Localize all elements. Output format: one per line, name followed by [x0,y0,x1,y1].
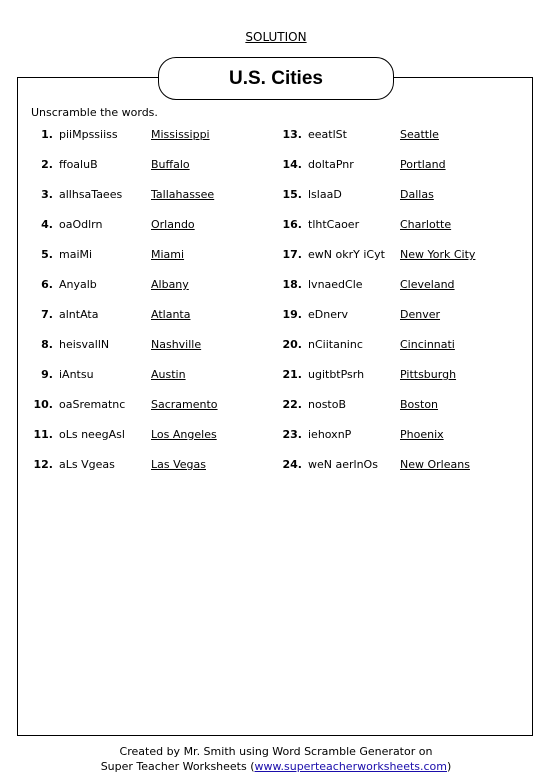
item-number: 20. [282,338,302,351]
answer-word: Portland [400,158,446,171]
item-number: 10. [33,398,53,411]
item-number: 23. [282,428,302,441]
answer-word: Cleveland [400,278,455,291]
footer-source-prefix: Super Teacher Worksheets ( [100,760,255,773]
scrambled-word: oaSrematnc [59,398,126,411]
worksheet-title [158,57,394,100]
scrambled-word: iehoxnP [308,428,352,441]
answer-word: Albany [151,278,189,291]
scrambled-word: Anyalb [59,278,97,291]
item-number: 11. [33,428,53,441]
item-number: 17. [282,248,302,261]
item-number: 24. [282,458,302,471]
item-number: 3. [41,188,53,201]
solution-label: SOLUTION [245,30,307,44]
answer-word: Phoenix [400,428,444,441]
scrambled-word: piiMpssiiss [59,128,118,141]
scrambled-word: eeatlSt [308,128,347,141]
item-number: 8. [41,338,53,351]
item-number: 12. [33,458,53,471]
answer-word: Tallahassee [151,188,215,201]
answer-word: Los Angeles [151,428,217,441]
answer-word: Atlanta [151,308,191,321]
item-number: 21. [282,368,302,381]
answer-word: Austin [151,368,186,381]
answer-word: Nashville [151,338,202,351]
scrambled-word: doltaPnr [308,158,354,171]
scrambled-word: lslaaD [308,188,342,201]
item-number: 2. [41,158,53,171]
answer-word: Orlando [151,218,195,231]
scrambled-word: ffoaluB [59,158,98,171]
answer-word: New York City [400,248,476,261]
item-number: 15. [282,188,302,201]
item-number: 9. [41,368,53,381]
item-number: 1. [41,128,53,141]
scrambled-word: lvnaedCle [308,278,363,291]
footer-source [0,759,552,774]
scrambled-word: heisvallN [59,338,110,351]
scrambled-word: iAntsu [59,368,94,381]
item-number: 14. [282,158,302,171]
scrambled-word: oLs neegAsl [59,428,125,441]
scrambled-word: ewN okrY iCyt [308,248,385,261]
answer-word: Charlotte [400,218,452,231]
item-number: 4. [41,218,53,231]
item-number: 7. [41,308,53,321]
footer-credit: Created by Mr. Smith using Word Scramble Generator on [119,745,433,758]
scrambled-word: aLs Vgeas [59,458,115,471]
answer-word: Sacramento [151,398,218,411]
scrambled-word: alntAta [59,308,99,321]
instructions: Unscramble the words. [31,106,158,119]
answer-word: Cincinnati [400,338,455,351]
scrambled-word: nostoB [308,398,347,411]
answer-word: Dallas [400,188,434,201]
scrambled-word: eDnerv [308,308,349,321]
item-number: 22. [282,398,302,411]
item-number: 16. [282,218,302,231]
item-number: 13. [282,128,302,141]
item-number: 19. [282,308,302,321]
answer-word: Las Vegas [151,458,206,471]
scrambled-word: ugitbtPsrh [308,368,365,381]
answer-word: Pittsburgh [400,368,457,381]
footer-source-suffix: ) [447,760,452,773]
scrambled-word: oaOdlrn [59,218,103,231]
answer-word: Boston [400,398,439,411]
worksheet-title-text: U.S. Cities [229,67,323,89]
item-number: 18. [282,278,302,291]
footer-link[interactable]: www.superteacherworksheets.com [254,760,447,773]
answer-word: Seattle [400,128,439,141]
scrambled-word: nCiitaninc [308,338,363,351]
answer-word: Buffalo [151,158,190,171]
answer-word: Denver [400,308,441,321]
answer-word: Mississippi [151,128,210,141]
answer-word: New Orleans [400,458,470,471]
answer-word: Miami [151,248,185,261]
item-number: 6. [41,278,53,291]
scrambled-word: weN aerlnOs [308,458,378,471]
item-number: 5. [41,248,53,261]
scrambled-word: tlhtCaoer [308,218,360,231]
scrambled-word: allhsaTaees [59,188,123,201]
scrambled-word: maiMi [59,248,93,261]
